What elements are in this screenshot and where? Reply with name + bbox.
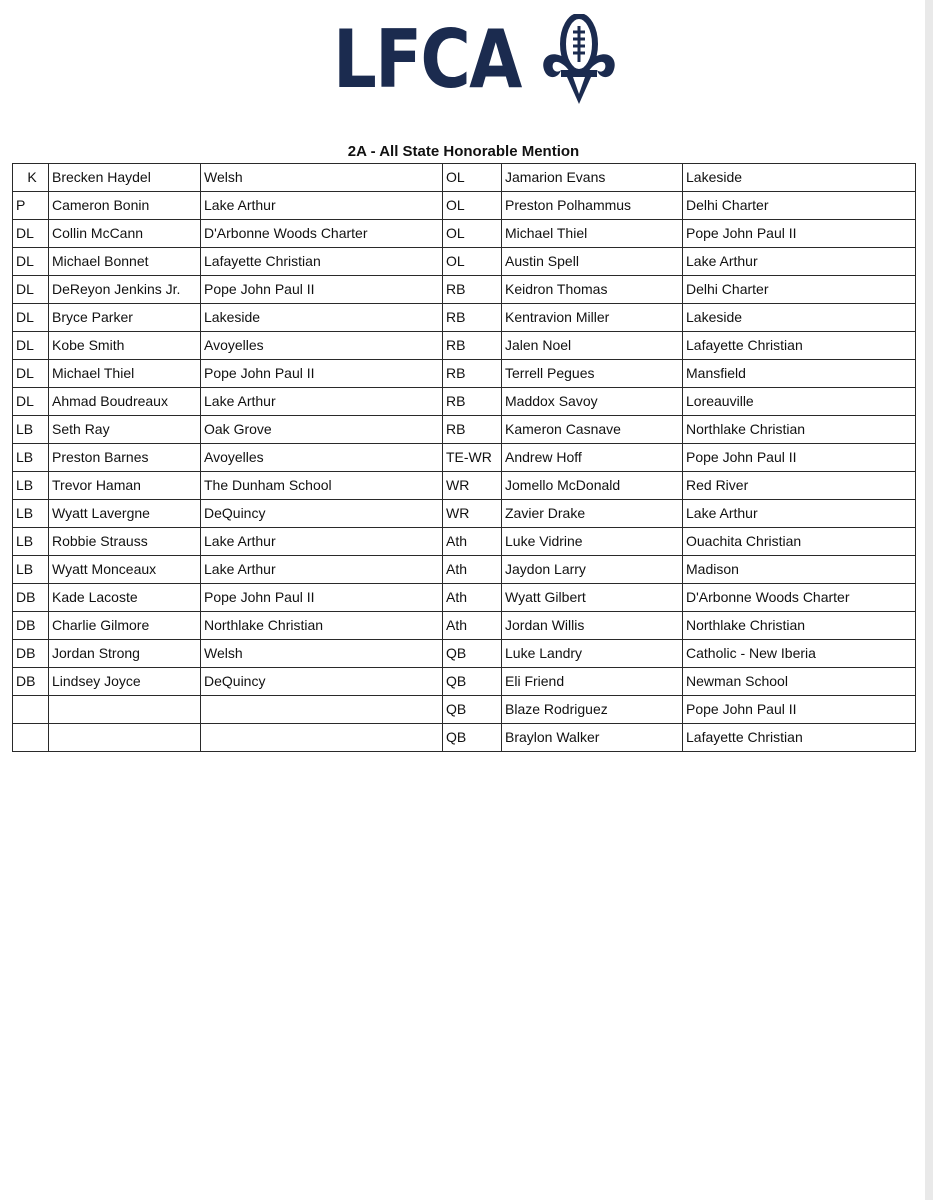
table-row bbox=[13, 472, 916, 500]
right-position-cell: QB bbox=[443, 724, 502, 752]
right-position-cell: RB bbox=[443, 360, 502, 388]
table-row bbox=[13, 584, 916, 612]
left-player-name-cell: DeReyon Jenkins Jr. bbox=[49, 276, 201, 304]
right-school-cell: D'Arbonne Woods Charter bbox=[683, 584, 916, 612]
left-position-cell: LB bbox=[13, 528, 49, 556]
left-school-cell: Avoyelles bbox=[201, 444, 443, 472]
right-school-cell: Newman School bbox=[683, 668, 916, 696]
right-player-name-cell: Jomello McDonald bbox=[502, 472, 683, 500]
left-position-cell: DL bbox=[13, 220, 49, 248]
right-player-name-cell: Jalen Noel bbox=[502, 332, 683, 360]
left-position-cell: DL bbox=[13, 388, 49, 416]
left-position-cell: K bbox=[13, 164, 49, 192]
lfca-logo bbox=[333, 14, 618, 106]
right-school-cell: Delhi Charter bbox=[683, 192, 916, 220]
right-position-cell: RB bbox=[443, 276, 502, 304]
right-position-cell: Ath bbox=[443, 612, 502, 640]
left-school-cell: Pope John Paul II bbox=[201, 276, 443, 304]
table-row bbox=[13, 444, 916, 472]
table-row bbox=[13, 192, 916, 220]
table-row bbox=[13, 220, 916, 248]
left-player-name-cell: Seth Ray bbox=[49, 416, 201, 444]
left-player-name-cell: Kade Lacoste bbox=[49, 584, 201, 612]
left-position-cell: P bbox=[13, 192, 49, 220]
right-school-cell: Northlake Christian bbox=[683, 416, 916, 444]
left-school-cell: Welsh bbox=[201, 640, 443, 668]
left-school-cell: D'Arbonne Woods Charter bbox=[201, 220, 443, 248]
right-player-name-cell: Zavier Drake bbox=[502, 500, 683, 528]
left-position-cell: DB bbox=[13, 584, 49, 612]
right-position-cell: OL bbox=[443, 192, 502, 220]
left-position-cell: DB bbox=[13, 612, 49, 640]
right-position-cell: RB bbox=[443, 332, 502, 360]
football-fleur-de-lis-icon bbox=[539, 14, 619, 106]
left-player-name-cell: Brecken Haydel bbox=[49, 164, 201, 192]
right-position-cell: Ath bbox=[443, 528, 502, 556]
right-school-cell: Loreauville bbox=[683, 388, 916, 416]
right-player-name-cell: Austin Spell bbox=[502, 248, 683, 276]
right-school-cell: Lafayette Christian bbox=[683, 724, 916, 752]
right-position-cell: Ath bbox=[443, 584, 502, 612]
right-school-cell: Madison bbox=[683, 556, 916, 584]
table-row bbox=[13, 500, 916, 528]
right-player-name-cell: Keidron Thomas bbox=[502, 276, 683, 304]
left-player-name-cell: Robbie Strauss bbox=[49, 528, 201, 556]
right-position-cell: Ath bbox=[443, 556, 502, 584]
left-position-cell: LB bbox=[13, 416, 49, 444]
roster-table bbox=[12, 163, 916, 752]
table-row bbox=[13, 668, 916, 696]
right-player-name-cell: Luke Vidrine bbox=[502, 528, 683, 556]
right-school-cell: Lakeside bbox=[683, 164, 916, 192]
left-school-cell: Lake Arthur bbox=[201, 528, 443, 556]
left-position-cell: DB bbox=[13, 668, 49, 696]
left-player-name-cell: Bryce Parker bbox=[49, 304, 201, 332]
right-position-cell: TE-WR bbox=[443, 444, 502, 472]
right-position-cell: OL bbox=[443, 248, 502, 276]
left-position-cell: LB bbox=[13, 500, 49, 528]
table-row bbox=[13, 304, 916, 332]
right-school-cell: Delhi Charter bbox=[683, 276, 916, 304]
left-player-name-cell: Michael Bonnet bbox=[49, 248, 201, 276]
right-position-cell: WR bbox=[443, 500, 502, 528]
right-player-name-cell: Braylon Walker bbox=[502, 724, 683, 752]
left-player-name-cell: Wyatt Lavergne bbox=[49, 500, 201, 528]
table-row bbox=[13, 388, 916, 416]
table-row bbox=[13, 528, 916, 556]
right-player-name-cell: Wyatt Gilbert bbox=[502, 584, 683, 612]
left-school-cell: Avoyelles bbox=[201, 332, 443, 360]
left-player-name-cell: Kobe Smith bbox=[49, 332, 201, 360]
left-school-cell: Northlake Christian bbox=[201, 612, 443, 640]
right-school-cell: Mansfield bbox=[683, 360, 916, 388]
table-row bbox=[13, 724, 916, 752]
left-player-name-cell: Wyatt Monceaux bbox=[49, 556, 201, 584]
left-position-cell: DL bbox=[13, 276, 49, 304]
right-school-cell: Catholic - New Iberia bbox=[683, 640, 916, 668]
right-school-cell: Northlake Christian bbox=[683, 612, 916, 640]
right-player-name-cell: Blaze Rodriguez bbox=[502, 696, 683, 724]
left-position-cell: DL bbox=[13, 248, 49, 276]
left-school-cell: Oak Grove bbox=[201, 416, 443, 444]
left-player-name-cell: Preston Barnes bbox=[49, 444, 201, 472]
right-player-name-cell: Jaydon Larry bbox=[502, 556, 683, 584]
right-position-cell: OL bbox=[443, 164, 502, 192]
right-position-cell: RB bbox=[443, 416, 502, 444]
page-edge bbox=[925, 0, 933, 1200]
right-school-cell: Lake Arthur bbox=[683, 248, 916, 276]
table-row bbox=[13, 416, 916, 444]
left-school-cell bbox=[201, 724, 443, 752]
left-player-name-cell: Lindsey Joyce bbox=[49, 668, 201, 696]
left-position-cell: LB bbox=[13, 472, 49, 500]
right-position-cell: RB bbox=[443, 304, 502, 332]
right-position-cell: WR bbox=[443, 472, 502, 500]
right-school-cell: Lafayette Christian bbox=[683, 332, 916, 360]
left-player-name-cell: Collin McCann bbox=[49, 220, 201, 248]
left-school-cell: Pope John Paul II bbox=[201, 584, 443, 612]
left-school-cell: Lake Arthur bbox=[201, 388, 443, 416]
table-row bbox=[13, 276, 916, 304]
right-position-cell: QB bbox=[443, 668, 502, 696]
table-row bbox=[13, 612, 916, 640]
right-player-name-cell: Maddox Savoy bbox=[502, 388, 683, 416]
right-position-cell: OL bbox=[443, 220, 502, 248]
left-player-name-cell: Charlie Gilmore bbox=[49, 612, 201, 640]
left-position-cell: DL bbox=[13, 332, 49, 360]
left-position-cell: DL bbox=[13, 304, 49, 332]
page-title: 2A - All State Honorable Mention bbox=[347, 143, 580, 160]
left-school-cell: Lake Arthur bbox=[201, 192, 443, 220]
left-position-cell: LB bbox=[13, 444, 49, 472]
left-school-cell: Welsh bbox=[201, 164, 443, 192]
right-player-name-cell: Terrell Pegues bbox=[502, 360, 683, 388]
right-school-cell: Red River bbox=[683, 472, 916, 500]
left-position-cell bbox=[13, 724, 49, 752]
left-position-cell: LB bbox=[13, 556, 49, 584]
right-player-name-cell: Jamarion Evans bbox=[502, 164, 683, 192]
right-player-name-cell: Michael Thiel bbox=[502, 220, 683, 248]
right-player-name-cell: Luke Landry bbox=[502, 640, 683, 668]
left-position-cell: DL bbox=[13, 360, 49, 388]
right-school-cell: Pope John Paul II bbox=[683, 696, 916, 724]
table-row bbox=[13, 640, 916, 668]
right-position-cell: QB bbox=[443, 696, 502, 724]
left-player-name-cell bbox=[49, 724, 201, 752]
left-school-cell: The Dunham School bbox=[201, 472, 443, 500]
table-row bbox=[13, 556, 916, 584]
left-school-cell: Pope John Paul II bbox=[201, 360, 443, 388]
right-position-cell: QB bbox=[443, 640, 502, 668]
logo-wordmark: LFCA bbox=[333, 13, 521, 106]
left-player-name-cell: Michael Thiel bbox=[49, 360, 201, 388]
left-player-name-cell: Trevor Haman bbox=[49, 472, 201, 500]
left-school-cell: DeQuincy bbox=[201, 668, 443, 696]
left-school-cell: DeQuincy bbox=[201, 500, 443, 528]
left-player-name-cell: Cameron Bonin bbox=[49, 192, 201, 220]
right-player-name-cell: Andrew Hoff bbox=[502, 444, 683, 472]
right-school-cell: Pope John Paul II bbox=[683, 444, 916, 472]
right-player-name-cell: Kameron Casnave bbox=[502, 416, 683, 444]
left-school-cell: Lafayette Christian bbox=[201, 248, 443, 276]
left-position-cell: DB bbox=[13, 640, 49, 668]
left-school-cell bbox=[201, 696, 443, 724]
right-player-name-cell: Kentravion Miller bbox=[502, 304, 683, 332]
right-player-name-cell: Jordan Willis bbox=[502, 612, 683, 640]
left-player-name-cell: Ahmad Boudreaux bbox=[49, 388, 201, 416]
left-player-name-cell: Jordan Strong bbox=[49, 640, 201, 668]
right-school-cell: Lakeside bbox=[683, 304, 916, 332]
right-school-cell: Pope John Paul II bbox=[683, 220, 916, 248]
right-position-cell: RB bbox=[443, 388, 502, 416]
right-player-name-cell: Eli Friend bbox=[502, 668, 683, 696]
right-school-cell: Lake Arthur bbox=[683, 500, 916, 528]
table-row bbox=[13, 696, 916, 724]
left-player-name-cell bbox=[49, 696, 201, 724]
right-player-name-cell: Preston Polhammus bbox=[502, 192, 683, 220]
left-position-cell bbox=[13, 696, 49, 724]
right-school-cell: Ouachita Christian bbox=[683, 528, 916, 556]
roster-body bbox=[13, 164, 916, 752]
table-row bbox=[13, 164, 916, 192]
table-row bbox=[13, 360, 916, 388]
table-row bbox=[13, 332, 916, 360]
table-row bbox=[13, 248, 916, 276]
left-school-cell: Lake Arthur bbox=[201, 556, 443, 584]
left-school-cell: Lakeside bbox=[201, 304, 443, 332]
